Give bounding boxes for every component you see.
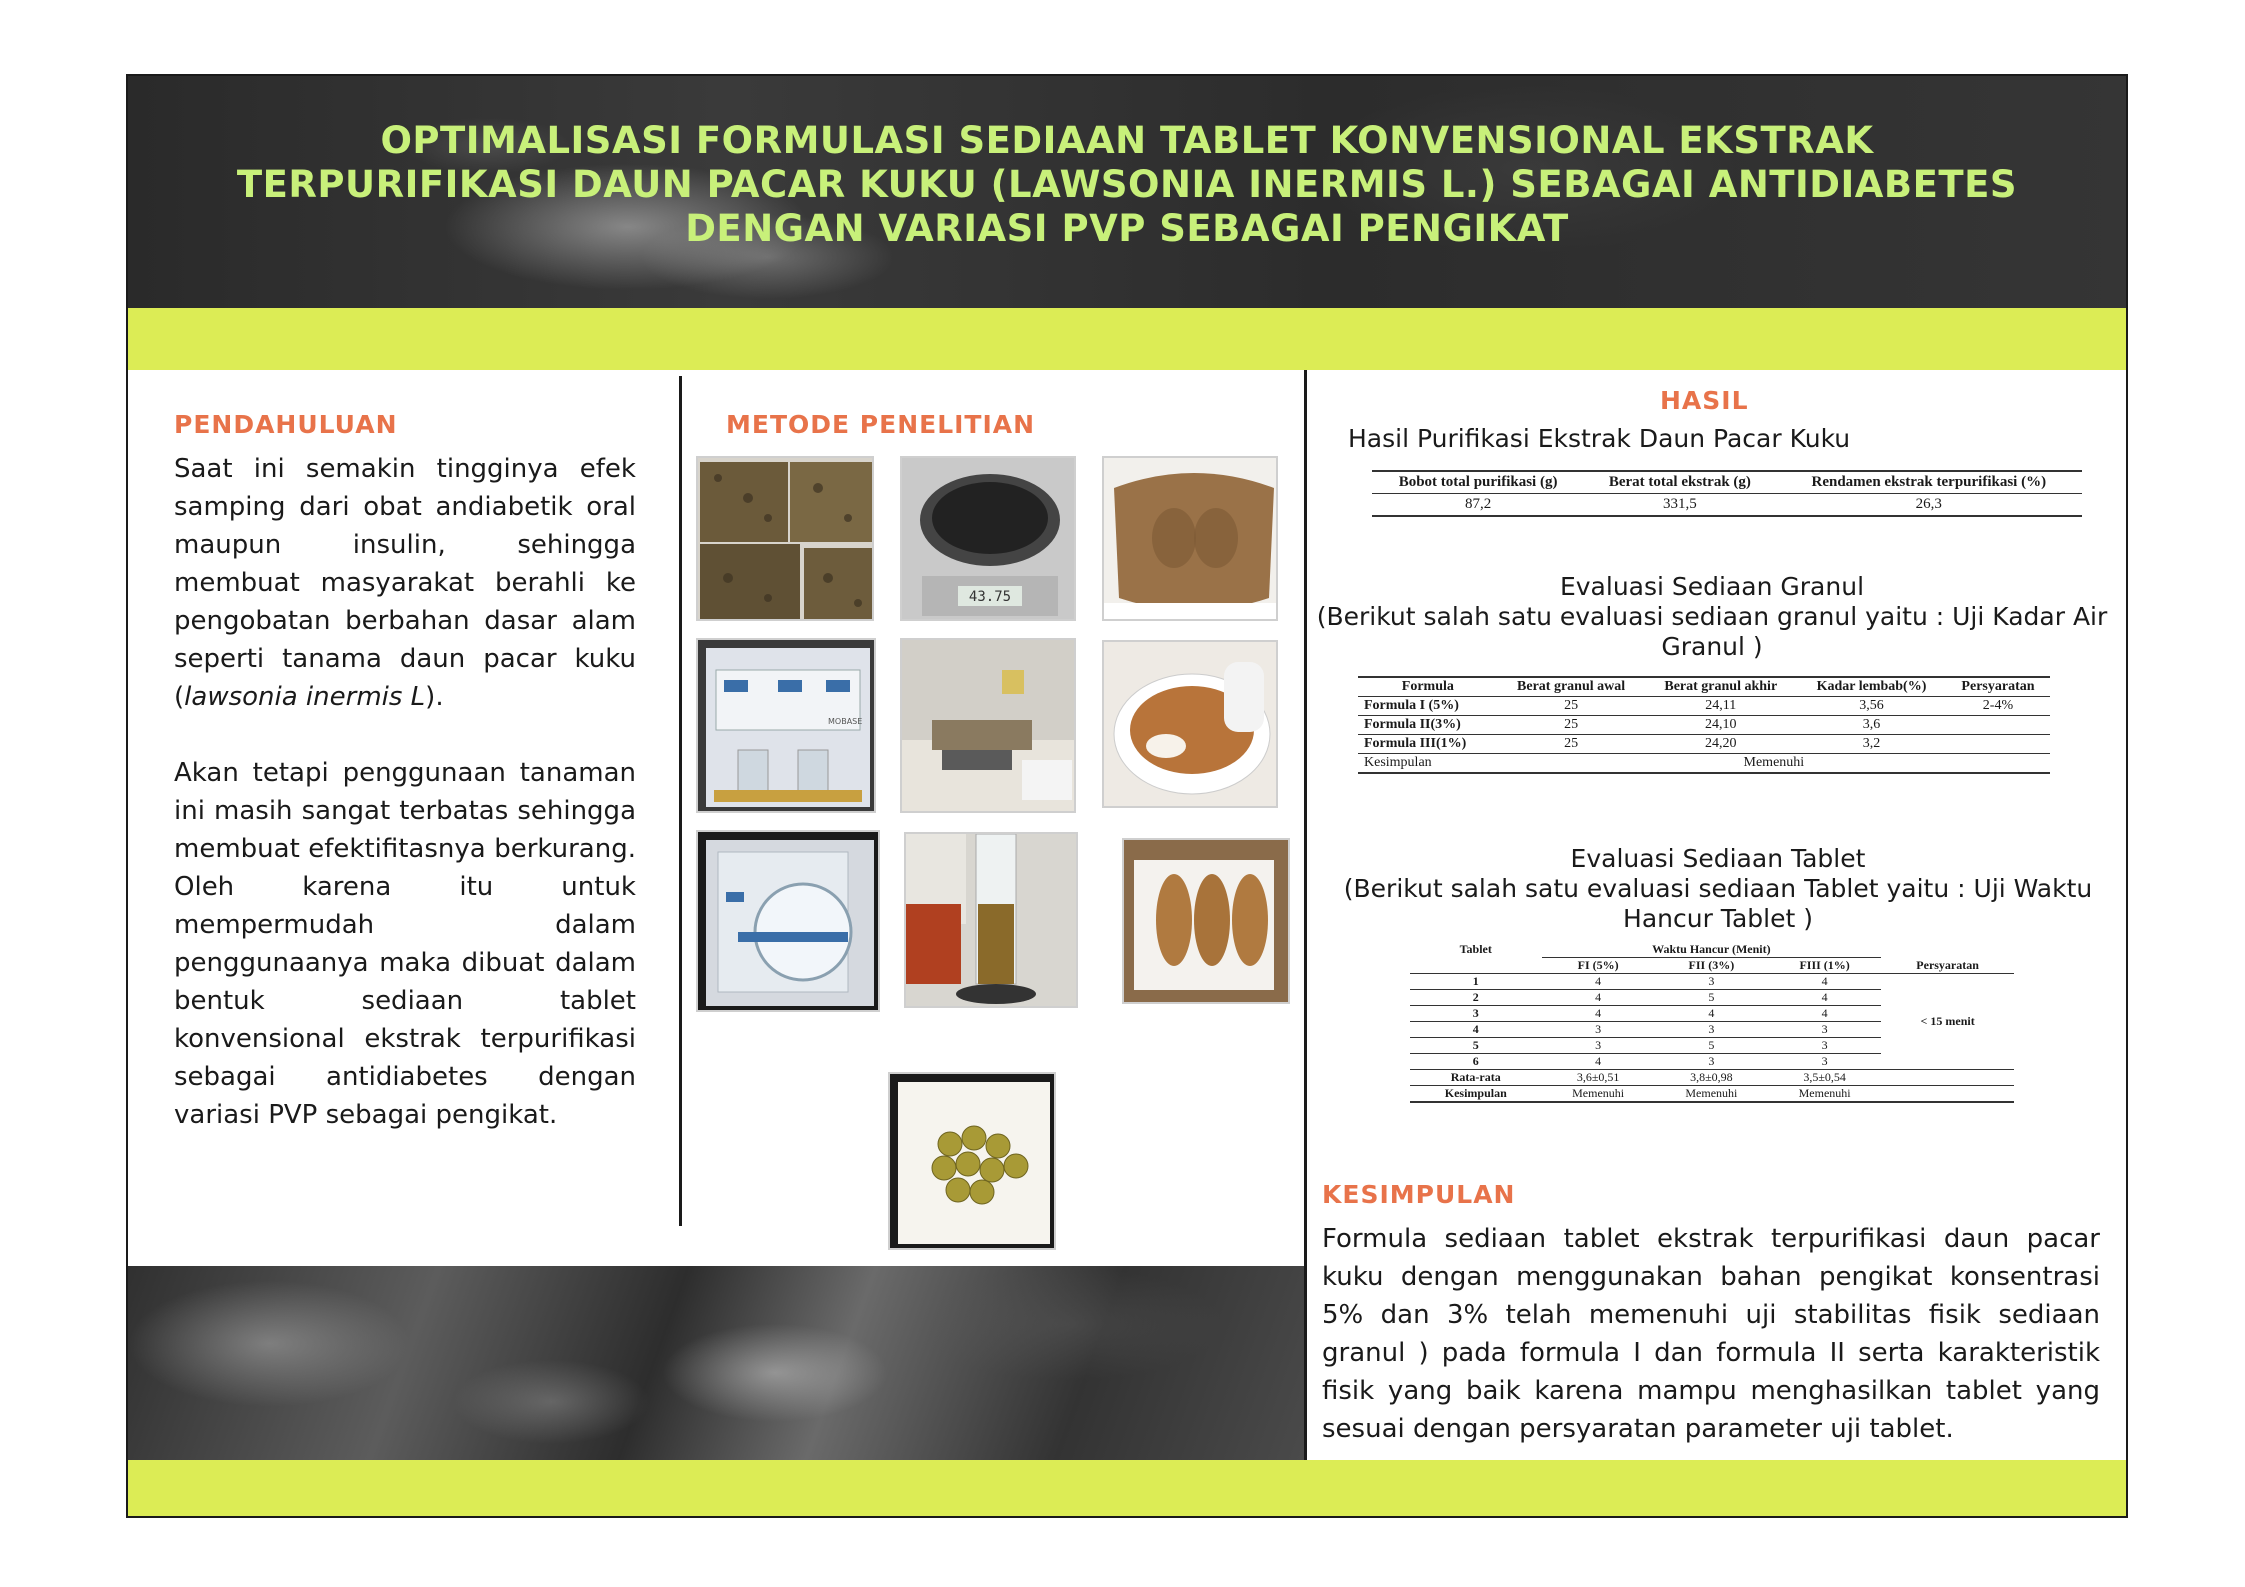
purifikasi-header: Rendamen ekstrak terpurifikasi (%) xyxy=(1811,474,2047,490)
tablet-persyaratan: < 15 menit xyxy=(1920,1014,1975,1028)
poster-title: OPTIMALISASI FORMULASI SEDIAAN TABLET KONVENSIONAL EKSTRAK TERPURIFIKASI DAUN PACAR KUKU (LAWSONIA INERMIS L.) SEBAGAI ANTIDIABETES DENGAN VARIASI PVP SEBAGAI PENGIKAT xyxy=(236,119,2018,250)
photo-lab-bench-weighing xyxy=(900,638,1076,813)
tablet-sub-header: FII (3%) xyxy=(1688,958,1735,972)
purifikasi-header: Berat total ekstrak (g) xyxy=(1608,474,1751,490)
column-divider-left xyxy=(679,376,682,1226)
granul-cell: 24,11 xyxy=(1705,698,1737,713)
pendahuluan-heading: PENDAHULUAN xyxy=(174,410,398,439)
granul-persyaratan: 2-4% xyxy=(1982,698,2014,713)
granul-table xyxy=(1358,676,2050,774)
tablet-cell: 3 xyxy=(1708,1022,1715,1036)
granul-caption xyxy=(1314,572,2110,662)
accent-band-top xyxy=(128,308,2126,370)
purifikasi-caption: Hasil Purifikasi Ekstrak Daun Pacar Kuku xyxy=(1348,424,1851,453)
tablet-cell: 3 xyxy=(1821,1022,1828,1036)
photo-tablets-in-tray xyxy=(1122,838,1290,1004)
granul-cell: 3,2 xyxy=(1862,736,1881,751)
purifikasi-table xyxy=(1372,470,2082,517)
granul-cell: 3,56 xyxy=(1859,698,1884,713)
photo-tablet-press xyxy=(696,830,880,1012)
tablet-group-header: Waktu Hancur (Menit) xyxy=(1542,942,1882,958)
kesimpulan-heading: KESIMPULAN xyxy=(1322,1180,1516,1209)
granul-header: Formula xyxy=(1401,679,1454,694)
granul-header: Berat granul awal xyxy=(1517,679,1626,694)
tablet-cell: 3 xyxy=(1708,974,1715,988)
tablet-kesimpulan-value: Memenuhi xyxy=(1685,1086,1738,1100)
tablet-row-label: 2 xyxy=(1472,990,1479,1004)
machine-brand-label: MOBASE xyxy=(828,717,863,726)
granul-caption-title: Evaluasi Sediaan Granul xyxy=(1559,572,1865,601)
tablet-cell: 4 xyxy=(1595,990,1602,1004)
purifikasi-header: Bobot total purifikasi (g) xyxy=(1398,474,1558,490)
metode-heading: METODE PENELITIAN xyxy=(726,410,1036,439)
tablet-cell: 4 xyxy=(1708,1006,1715,1020)
tablet-cell: 5 xyxy=(1708,990,1715,1004)
pendahuluan-paragraph-2: Akan tetapi penggunaan tanaman ini masih sangat terbatas sehingga membuat efektifitasnya berkurang. Oleh karena itu untuk mempermudah dalam penggunaanya maka dibuat dalam bentuk sediaan tablet konvensional ekstrak terpurifikasi sebagai antidiabetes dengan variasi PVP sebagai pengikat. xyxy=(174,758,636,1130)
granul-caption-sub: (Berikut salah satu evaluasi sediaan granul yaitu : Uji Kadar Air Granul ) xyxy=(1316,602,2108,661)
pendahuluan-paragraph-1: Saat ini semakin tingginya efek samping dari obat andiabetik oral maupun insulin, sehingga membuat masyarakat berahli ke pengobatan berbahan dasar alam seperti tanama daun pacar kuku (lawsonia inermis L). xyxy=(174,454,636,712)
tablet-cell: 5 xyxy=(1708,1038,1715,1052)
granul-formula: Formula III(1%) xyxy=(1364,736,1467,751)
tablet-rata-label: Rata-rata xyxy=(1450,1070,1501,1084)
photo-mixing-bowl xyxy=(1102,640,1278,808)
kesimpulan-text: Formula sediaan tablet ekstrak terpurifikasi daun pacar kuku dengan menggunakan bahan pengikat konsentrasi 5% dan 3% telah memenuhi uji stabilitas fisik sediaan granul ) pada formula I dan formula II serta karakteristik fisik yang baik karena mampu menghasilkan tablet yang sesuai dengan persyaratan parameter uji tablet. xyxy=(1322,1224,2100,1444)
tablet-caption-title: Evaluasi Sediaan Tablet xyxy=(1570,844,1866,873)
granul-header: Persyaratan xyxy=(1961,679,2035,694)
granul-formula: Formula I (5%) xyxy=(1364,698,1459,713)
photo-dissolution-apparatus xyxy=(696,638,876,813)
tablet-row-label: 6 xyxy=(1472,1054,1479,1068)
header-banner xyxy=(128,76,2126,308)
tablet-caption-sub: (Berikut salah satu evaluasi sediaan Tablet yaitu : Uji Waktu Hancur Tablet ) xyxy=(1343,874,2093,933)
poster xyxy=(126,74,2128,1518)
tablet-cell: 4 xyxy=(1595,1006,1602,1020)
hasil-heading: HASIL xyxy=(1660,386,1749,415)
granul-formula: Formula II(3%) xyxy=(1364,717,1461,732)
purifikasi-cell: 331,5 xyxy=(1663,496,1697,512)
tablet-cell: 3 xyxy=(1595,1038,1602,1052)
tablet-rata-value: 3,6±0,51 xyxy=(1576,1070,1620,1084)
tablet-cell: 3 xyxy=(1708,1054,1715,1068)
tablet-kesimpulan-value: Memenuhi xyxy=(1798,1086,1851,1100)
tablet-cell: 4 xyxy=(1595,974,1602,988)
photo-powder-on-paper xyxy=(1102,456,1278,621)
aerial-photo-footer xyxy=(128,1266,1304,1460)
pendahuluan-text xyxy=(174,450,636,1134)
column-divider-right xyxy=(1304,370,1307,1460)
granul-kesimpulan-value: Memenuhi xyxy=(1743,755,1805,770)
granul-cell: 25 xyxy=(1564,698,1579,713)
purifikasi-cell: 87,2 xyxy=(1464,496,1492,512)
tablet-rata-value: 3,8±0,98 xyxy=(1690,1070,1733,1084)
tablet-cell: 4 xyxy=(1821,990,1828,1004)
granul-cell: 24,20 xyxy=(1705,736,1737,751)
tablet-cell: 3 xyxy=(1821,1038,1828,1052)
granul-cell: 25 xyxy=(1564,736,1579,751)
tablet-col-header: Tablet xyxy=(1459,942,1492,956)
scale-readout: 43.75 xyxy=(968,589,1012,605)
tablet-kesimpulan-value: Memenuhi xyxy=(1572,1086,1625,1100)
tablet-sub-header: FIII (1%) xyxy=(1799,958,1850,972)
tablet-row-label: 4 xyxy=(1472,1022,1479,1036)
tablet-cell: 4 xyxy=(1821,1006,1828,1020)
tablet-row-label: 5 xyxy=(1472,1038,1479,1052)
tablet-sub-header: FI (5%) xyxy=(1577,958,1619,972)
granul-cell: 3,6 xyxy=(1862,717,1881,732)
photo-tablets xyxy=(888,1072,1056,1250)
tablet-cell: 4 xyxy=(1821,974,1828,988)
tablet-cell: 3 xyxy=(1821,1054,1828,1068)
photo-extract-on-scale xyxy=(900,456,1076,621)
granul-cell: 25 xyxy=(1564,717,1579,732)
photo-granule-cylinder xyxy=(904,832,1078,1008)
tablet-rata-value: 3,5±0,54 xyxy=(1803,1070,1846,1084)
granul-header: Berat granul akhir xyxy=(1664,679,1778,694)
tablet-caption xyxy=(1328,844,2108,934)
tablet-row-label: 3 xyxy=(1472,1006,1479,1020)
tablet-row-label: 1 xyxy=(1472,974,1479,988)
granul-kesimpulan-label: Kesimpulan xyxy=(1364,755,1432,770)
granul-cell: 24,10 xyxy=(1705,717,1737,732)
tablet-table xyxy=(1410,942,2014,1103)
accent-band-bottom xyxy=(128,1460,2126,1518)
tablet-kesimpulan-label: Kesimpulan xyxy=(1444,1086,1507,1100)
purifikasi-cell: 26,3 xyxy=(1915,496,1942,512)
granul-header: Kadar lembab(%) xyxy=(1816,679,1927,694)
photo-dried-leaves xyxy=(696,456,874,621)
tablet-cell: 3 xyxy=(1595,1022,1602,1036)
tablet-sub-header: Persyaratan xyxy=(1916,957,1979,972)
tablet-cell: 4 xyxy=(1595,1054,1602,1068)
